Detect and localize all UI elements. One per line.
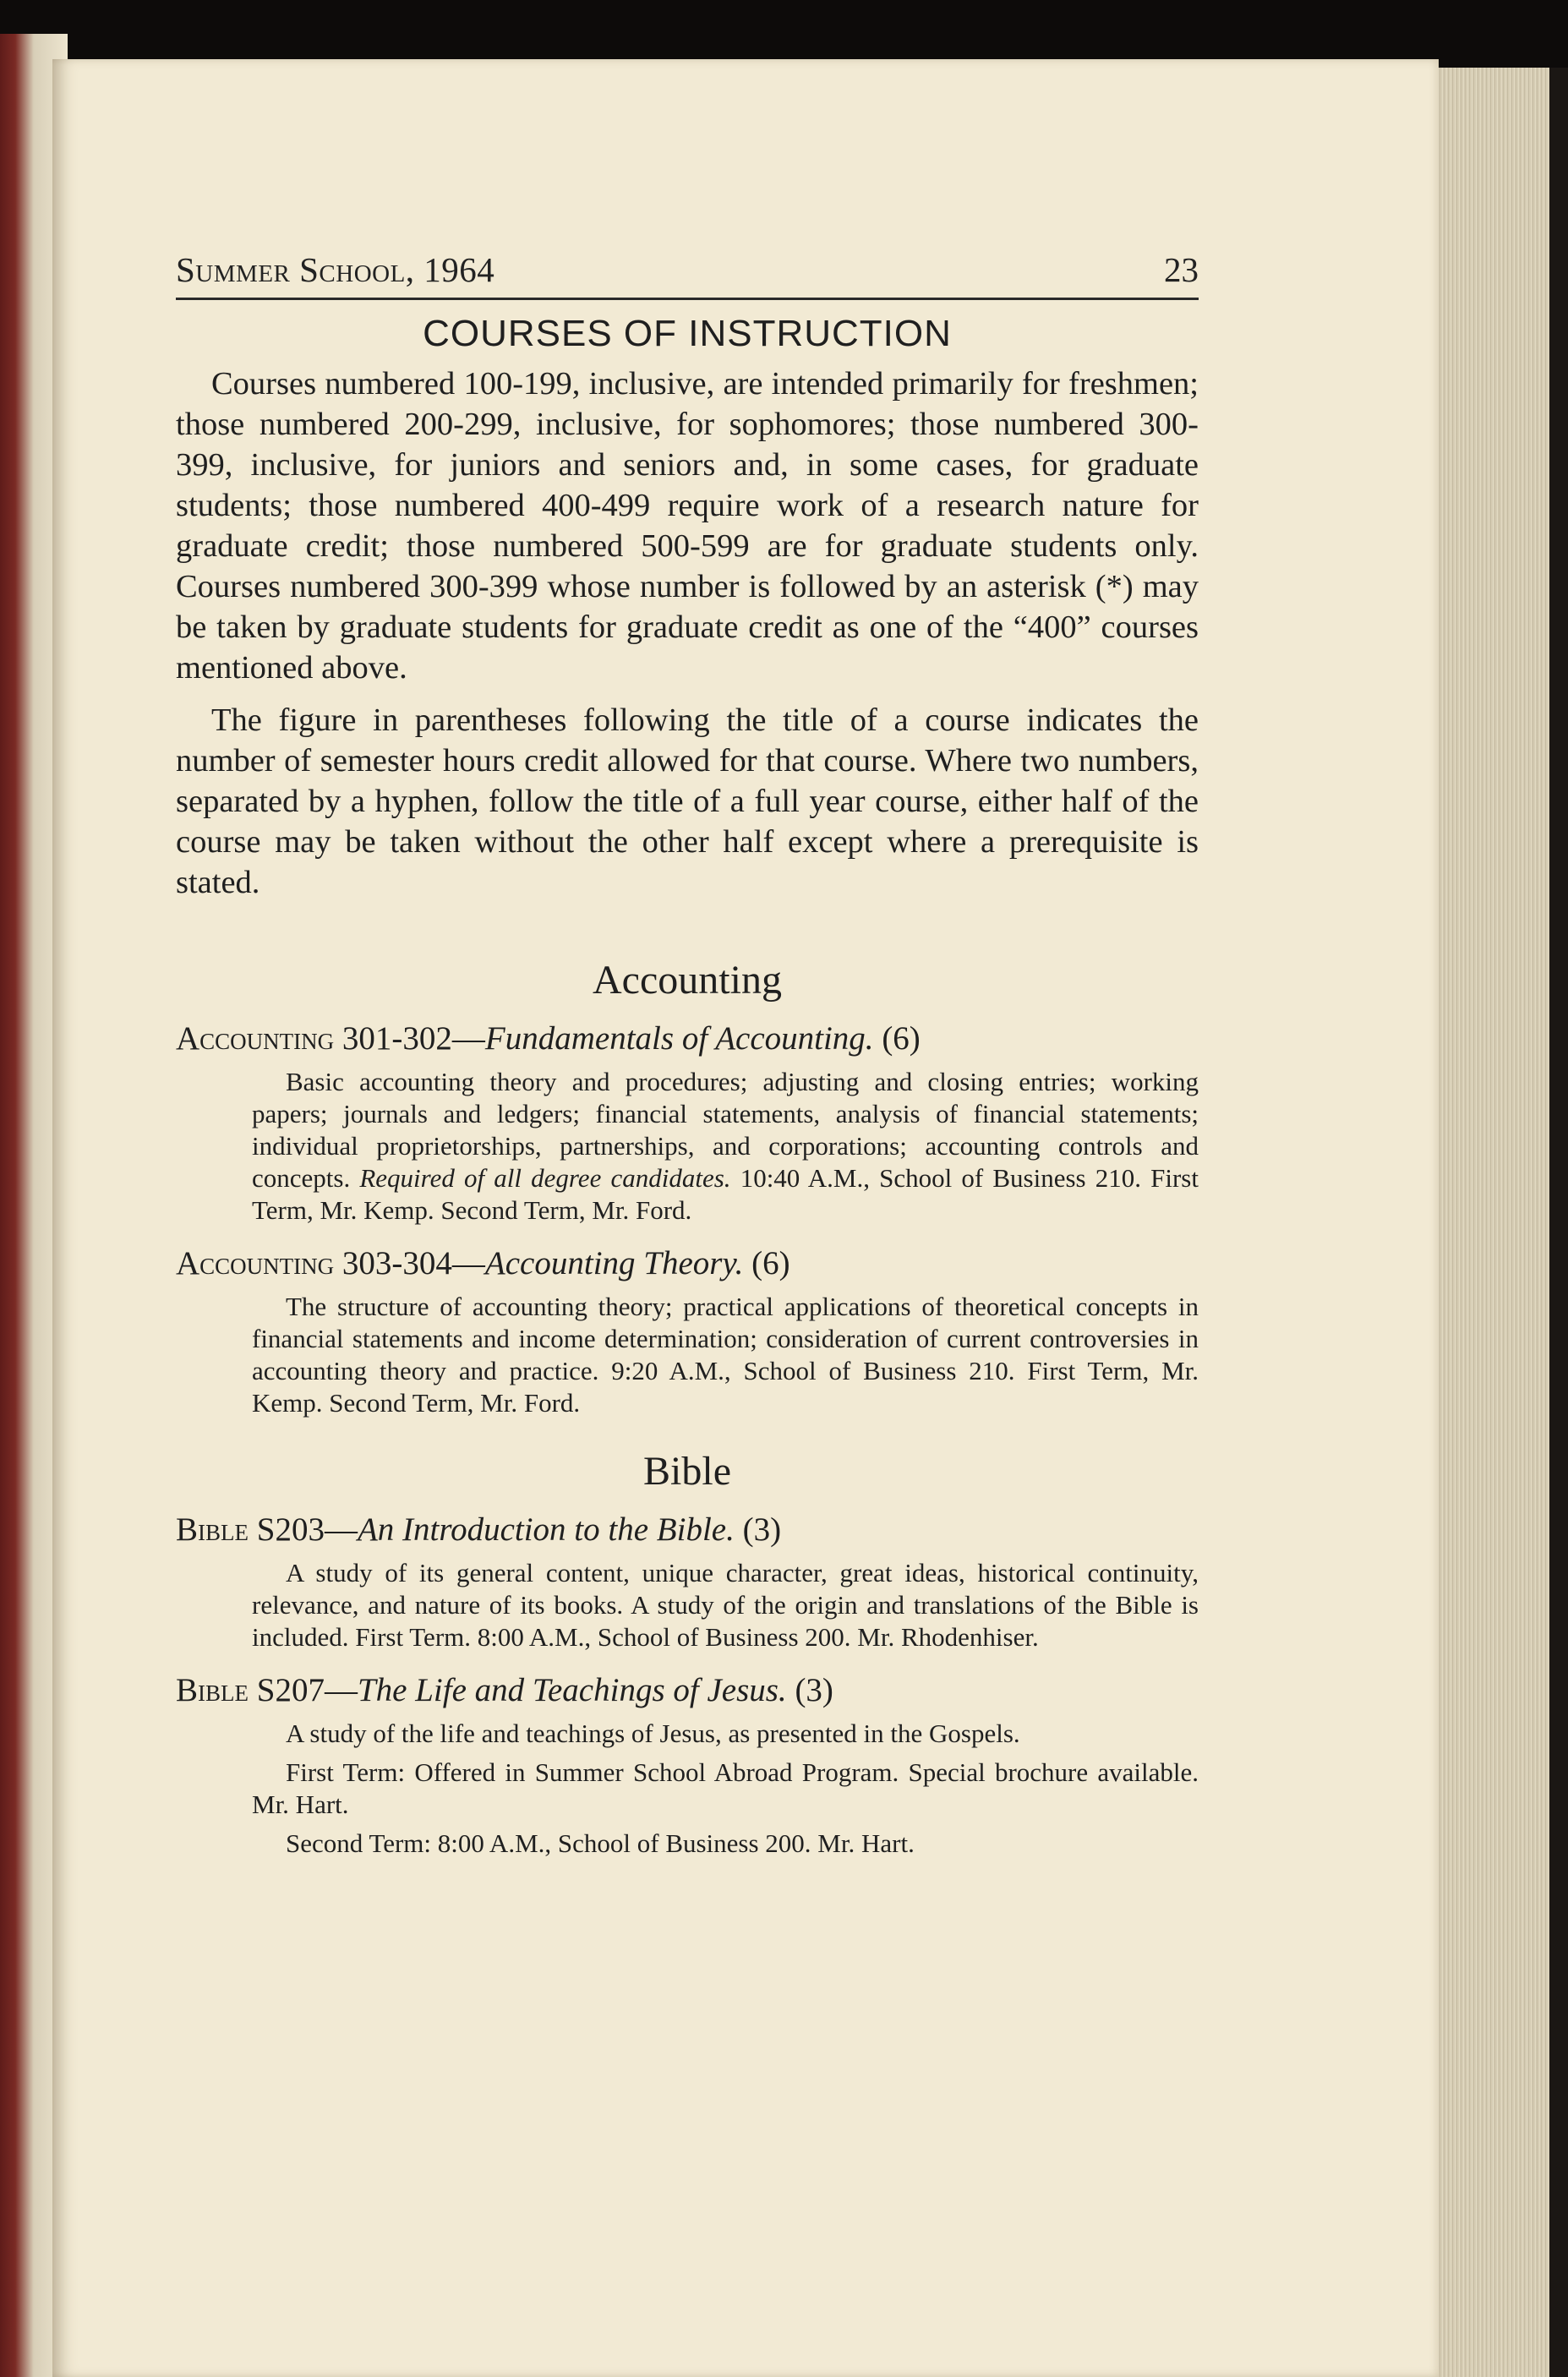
course-number: 301-302— <box>334 1020 485 1057</box>
course-dept: Bible <box>176 1511 249 1548</box>
course-number: S207— <box>249 1672 358 1708</box>
intro-paragraph-credits: The figure in parentheses following the title of a course indicates the number of semester hours credit allowed for that course. Where two numbers, separated by a hyphen, follow the title of a full year course, either half of the course may be taken without the other half except where a prerequisite is stated. <box>176 702 1199 900</box>
course-credits: (3) <box>786 1672 833 1708</box>
running-title: Summer School, 1964 <box>176 250 495 289</box>
page-stack-edge <box>1433 68 1551 2377</box>
book-cover-edge <box>1549 68 1568 2377</box>
course-number: S203— <box>249 1511 358 1548</box>
course-credits: (6) <box>743 1245 790 1281</box>
course-desc-part: Basic accounting theory and procedures; adjusting and closing entries; working papers; journals and ledgers; financial statements, analysis of financial statements; individual proprietorships, partnerships, and corporations; accounting controls and concepts. <box>252 1067 1199 1193</box>
course-description-bible-s207-overview: A study of the life and teachings of Jesus, as presented in the Gospels. <box>286 1719 1020 1748</box>
course-credits: (3) <box>734 1511 782 1548</box>
course-dept: Accounting <box>176 1020 335 1057</box>
course-description-accounting-303: The structure of accounting theory; practical applications of theoretical concepts in financial statements and income determination; consideration of current controversies in accounting theory and practice. 9:20 A.M., School of Business 210. First Term, Mr. Kemp. Second Term, Mr. Ford. <box>252 1292 1199 1418</box>
running-header <box>176 249 1199 298</box>
course-heading-bible-s203 <box>176 1508 1199 1552</box>
course-credits: (6) <box>873 1020 921 1057</box>
section-heading-accounting: Accounting <box>593 958 782 1003</box>
page-title: COURSES OF INSTRUCTION <box>423 313 952 354</box>
course-dept: Bible <box>176 1672 249 1708</box>
course-heading-accounting-301 <box>176 1017 1199 1061</box>
intro-paragraph-numbering: Courses numbered 100-199, inclusive, are intended primarily for freshmen; those numbered 200-299, inclusive, for sophomores; those numbered 300-399, inclusive, for juniors and seniors and, in some cases, for graduate students; those numbered 400-499 require work of a research nature for graduate credit; those numbered 500-599 are for graduate students only. Courses numbered 300-399 whose number is followed by an asterisk (*) may be taken by graduate students for graduate credit as one of the “400” courses mentioned above. <box>176 366 1199 686</box>
page-content <box>176 304 1199 1866</box>
course-description-accounting-301 <box>252 1066 1199 1227</box>
course-description-bible-s207-second-term: Second Term: 8:00 A.M., School of Business 200. Mr. Hart. <box>286 1828 915 1858</box>
course-number: 303-304— <box>334 1245 485 1281</box>
course-title: An Introduction to the Bible. <box>357 1511 735 1548</box>
course-description-bible-s203: A study of its general content, unique character, great ideas, historical continuity, relevance, and nature of its books. A study of the origin and translations of the Bible is included. First Term. 8:00 A.M., School of Business 200. Mr. Rhodenhiser. <box>252 1558 1199 1652</box>
course-title: Accounting Theory. <box>484 1245 744 1281</box>
page-number: 23 <box>1164 250 1199 289</box>
course-desc-schedule: 10:40 A.M., School of Business 210. First Term, Mr. Kemp. Second Term, Mr. Ford. <box>252 1163 1199 1225</box>
course-title: Fundamentals of Accounting. <box>484 1020 874 1057</box>
course-title: The Life and Teachings of Jesus. <box>357 1672 787 1708</box>
course-heading-accounting-303 <box>176 1242 1199 1286</box>
section-heading-bible: Bible <box>643 1449 731 1494</box>
header-rule <box>176 298 1199 300</box>
course-desc-required: Required of all degree candidates. <box>359 1163 731 1193</box>
course-dept: Accounting <box>176 1245 335 1281</box>
course-description-bible-s207-first-term: First Term: Offered in Summer School Abroad Program. Special brochure available. Mr. Hart. <box>252 1757 1199 1819</box>
course-heading-bible-s207 <box>176 1669 1199 1713</box>
